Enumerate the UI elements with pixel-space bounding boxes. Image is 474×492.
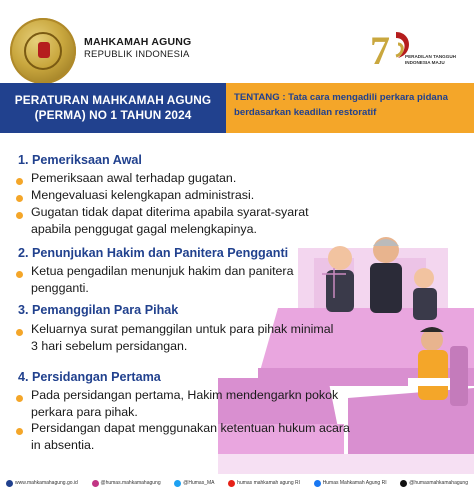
anniversary-caption-line: INDONESIA MAJU <box>405 59 445 65</box>
footer-instagram[interactable]: @humas.mahkamahagung <box>92 480 161 487</box>
anniversary-caption <box>405 54 471 65</box>
footer-tiktok[interactable]: @humasmahkamahagung <box>400 480 468 487</box>
list-item: Persidangan dapat menggunakan ketentuan hukum acara in absentia. <box>31 421 350 452</box>
section-title: 1. Pemeriksaan Awal <box>18 153 142 167</box>
regulation-title-banner <box>0 83 226 133</box>
footer-website[interactable]: www.mahkamahagung.go.id <box>6 480 78 487</box>
bullet-icon <box>16 178 23 185</box>
regulation-title-line: PERATURAN MAHKAMAH AGUNG <box>14 93 212 107</box>
list-item: Ketua pengadilan menunjuk hakim dan panitera pengganti. <box>31 264 294 295</box>
section-title: 3. Pemanggilan Para Pihak <box>18 303 179 317</box>
bullet-icon <box>16 195 23 202</box>
youtube-icon <box>228 480 235 487</box>
list-item: Pada persidangan pertama, Hakim mendengarkn pokok perkara para pihak. <box>31 388 339 419</box>
bullet-icon <box>16 212 23 219</box>
social-footer <box>0 474 474 492</box>
footer-twitter[interactable]: @Humas_MA <box>174 480 214 487</box>
regulation-title-line: (PERMA) NO 1 TAHUN 2024 <box>34 108 192 122</box>
bullet-icon <box>16 329 23 336</box>
section-title: 2. Penunjukan Hakim dan Panitera Pengganti <box>18 246 289 260</box>
list-item: Pemeriksaan awal terhadap gugatan. <box>31 171 237 185</box>
twitter-icon <box>174 480 181 487</box>
instagram-icon <box>92 480 99 487</box>
institution-name: MAHKAMAH AGUNG <box>84 36 192 48</box>
list-item: Mengevaluasi kelengkapan administrasi. <box>31 188 255 202</box>
footer-youtube[interactable]: humas mahkamah agung RI <box>228 480 300 487</box>
institution-subtitle: REPUBLIK INDONESIA <box>84 49 190 60</box>
bullet-icon <box>16 271 23 278</box>
anniversary-caption-line: PERADILAN TANGGUH <box>405 54 456 59</box>
mahkamah-agung-seal-icon <box>10 18 76 84</box>
svg-text:7: 7 <box>370 28 390 70</box>
tiktok-icon <box>400 480 407 487</box>
regulation-subject-line: berdasarkan keadilan restoratif <box>234 107 377 118</box>
bullet-icon <box>16 395 23 402</box>
globe-icon <box>6 480 13 487</box>
list-item: Keluarnya surat pemanggilan untuk para pihak minimal 3 hari sebelum persidangan. <box>31 322 334 353</box>
facebook-icon <box>314 480 321 487</box>
bullet-icon <box>16 428 23 435</box>
regulation-subject-banner <box>226 83 474 133</box>
list-item: Gugatan tidak dapat diterima apabila syarat-syarat apabila penggugat gagal melengkapinya. <box>31 205 309 236</box>
regulation-subject-line: TENTANG : Tata cara mengadili perkara pidana <box>234 92 448 103</box>
footer-facebook[interactable]: Humas Mahkamah Agung RI <box>314 480 387 487</box>
section-title: 4. Persidangan Pertama <box>18 370 161 384</box>
